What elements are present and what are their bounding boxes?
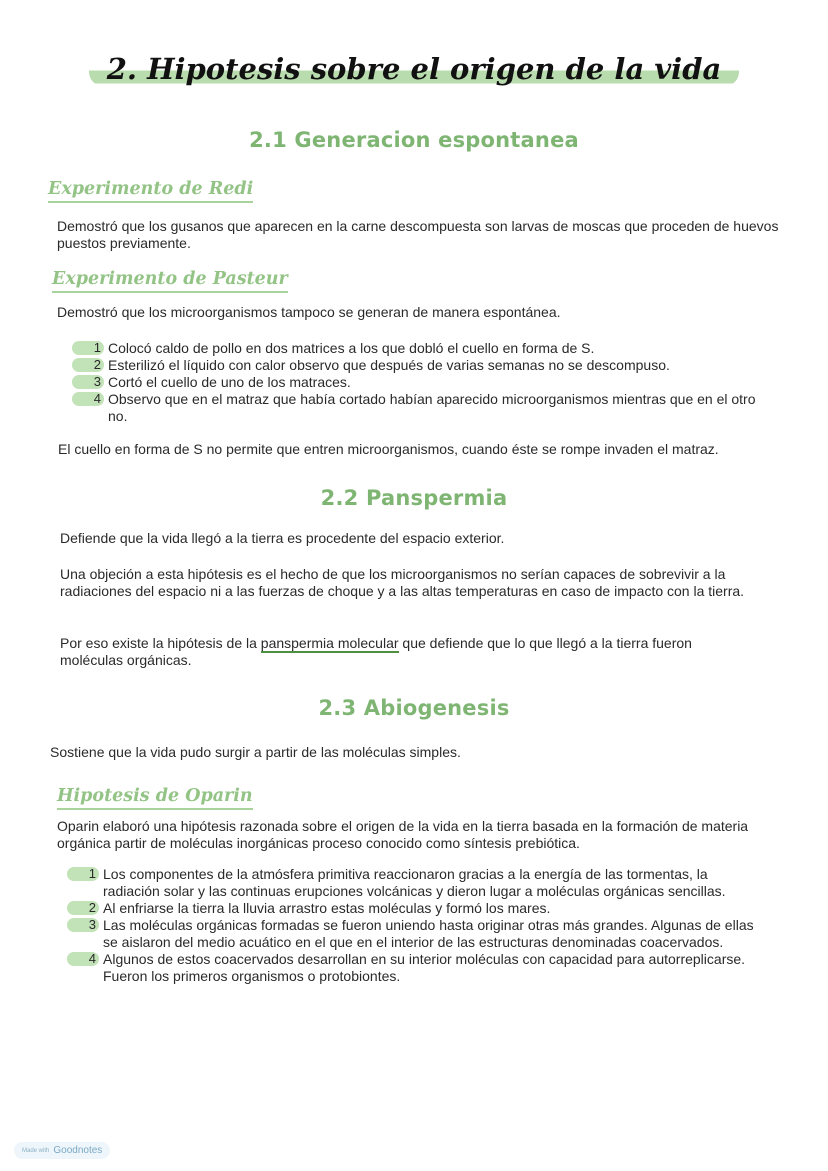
step-text: Algunos de estos coacervados desarrollan en su interior moléculas con capacidad para autorreplicarse. Fueron los primeros organismos o protobiontes.	[103, 951, 746, 984]
pasteur-conclusion: El cuello en forma de S no permite que entren microorganismos, cuando éste se rompe invaden el matraz.	[58, 441, 719, 457]
section-title-abiogenesis: 2.3 Abiogenesis	[318, 696, 510, 720]
step-number: 4	[67, 952, 99, 966]
page-title-text: 2. Hipotesis sobre el origen de la vida	[89, 52, 740, 86]
redi-text: Demostró que los gusanos que aparecen en la carne descompuesta son larvas de moscas que proceden de huevos puestos previamente.	[57, 218, 779, 251]
section-title-generacion: 2.1 Generacion espontanea	[249, 128, 579, 152]
list-item	[75, 917, 765, 951]
step-text: Al enfriarse la tierra la lluvia arrastro estas moléculas y formó los mares.	[103, 900, 551, 916]
text-after: que defiende que lo que llegó a la tierra fueron moléculas orgánicas.	[60, 635, 692, 668]
page-title	[0, 52, 828, 86]
panspermia-molecular-term: panspermia molecular	[260, 635, 399, 651]
step-text: Esterilizó el líquido con calor observo que después de varias semanas no se descompuso.	[108, 357, 670, 373]
panspermia-objection: Una objeción a esta hipótesis es el hecho de que los microorganismos no serían capaces de sobrevivir a la radiaciones del espacio ni a las fuerzas de choque y a las altas temperaturas en caso de impacto con la tierra.	[60, 566, 745, 599]
step-text: Cortó el cuello de uno de los matraces.	[108, 374, 351, 390]
list-item	[80, 391, 770, 425]
heading-hipotesis-oparin: Hipotesis de Oparin	[57, 785, 253, 810]
step-number: 1	[72, 341, 104, 355]
step-number: 2	[67, 901, 99, 915]
heading-experimento-pasteur: Experimento de Pasteur	[52, 268, 288, 293]
step-text: Los componentes de la atmósfera primitiva reaccionaron gracias a la energía de las tormentas, la radiación solar y las continuas erupciones volcánicas y dieron lugar a moléculas orgánicas sencillas.	[103, 866, 726, 899]
step-number: 3	[72, 375, 104, 389]
step-text: Colocó caldo de pollo en dos matrices a los que dobló el cuello en forma de S.	[108, 340, 595, 356]
step-number: 3	[67, 918, 99, 932]
list-item	[75, 951, 765, 985]
text-before: Por eso existe la hipótesis de la	[60, 635, 261, 651]
step-number: 1	[67, 867, 99, 881]
pasteur-steps-list	[80, 340, 770, 425]
section-title-panspermia: 2.2 Panspermia	[320, 486, 508, 510]
made-with-label: Made with	[22, 1147, 50, 1154]
heading-experimento-redi: Experimento de Redi	[48, 178, 253, 203]
panspermia-definition: Defiende que la vida llegó a la tierra es procedente del espacio exterior.	[60, 530, 505, 546]
step-text: Observo que en el matraz que había cortado habían aparecido microorganismos mientras que en el otro no.	[108, 391, 756, 424]
pasteur-intro: Demostró que los microorganismos tampoco se generan de manera espontánea.	[57, 304, 561, 320]
abiogenesis-intro: Sostiene que la vida pudo surgir a partir de las moléculas simples.	[50, 744, 461, 760]
step-number: 4	[72, 392, 104, 406]
oparin-steps-list	[75, 866, 765, 985]
list-item	[75, 900, 765, 917]
goodnotes-logo: Goodnotes	[53, 1145, 103, 1156]
goodnotes-badge	[14, 1142, 110, 1159]
list-item	[75, 866, 765, 900]
step-number: 2	[72, 358, 104, 372]
panspermia-molecular-text	[60, 635, 750, 669]
oparin-text: Oparin elaboró una hipótesis razonada sobre el origen de la vida en la tierra basada en la formación de materia orgánica partir de moléculas inorgánicas proceso conocido como síntesis prebiótica.	[57, 818, 749, 851]
list-item	[80, 374, 770, 391]
step-text: Las moléculas orgánicas formadas se fueron uniendo hasta originar otras más grandes. Algunas de ellas se aislaron del medio acuático en el que en el interior de las estructuras denominadas coacervados.	[103, 917, 754, 950]
list-item	[80, 357, 770, 374]
list-item	[80, 340, 770, 357]
